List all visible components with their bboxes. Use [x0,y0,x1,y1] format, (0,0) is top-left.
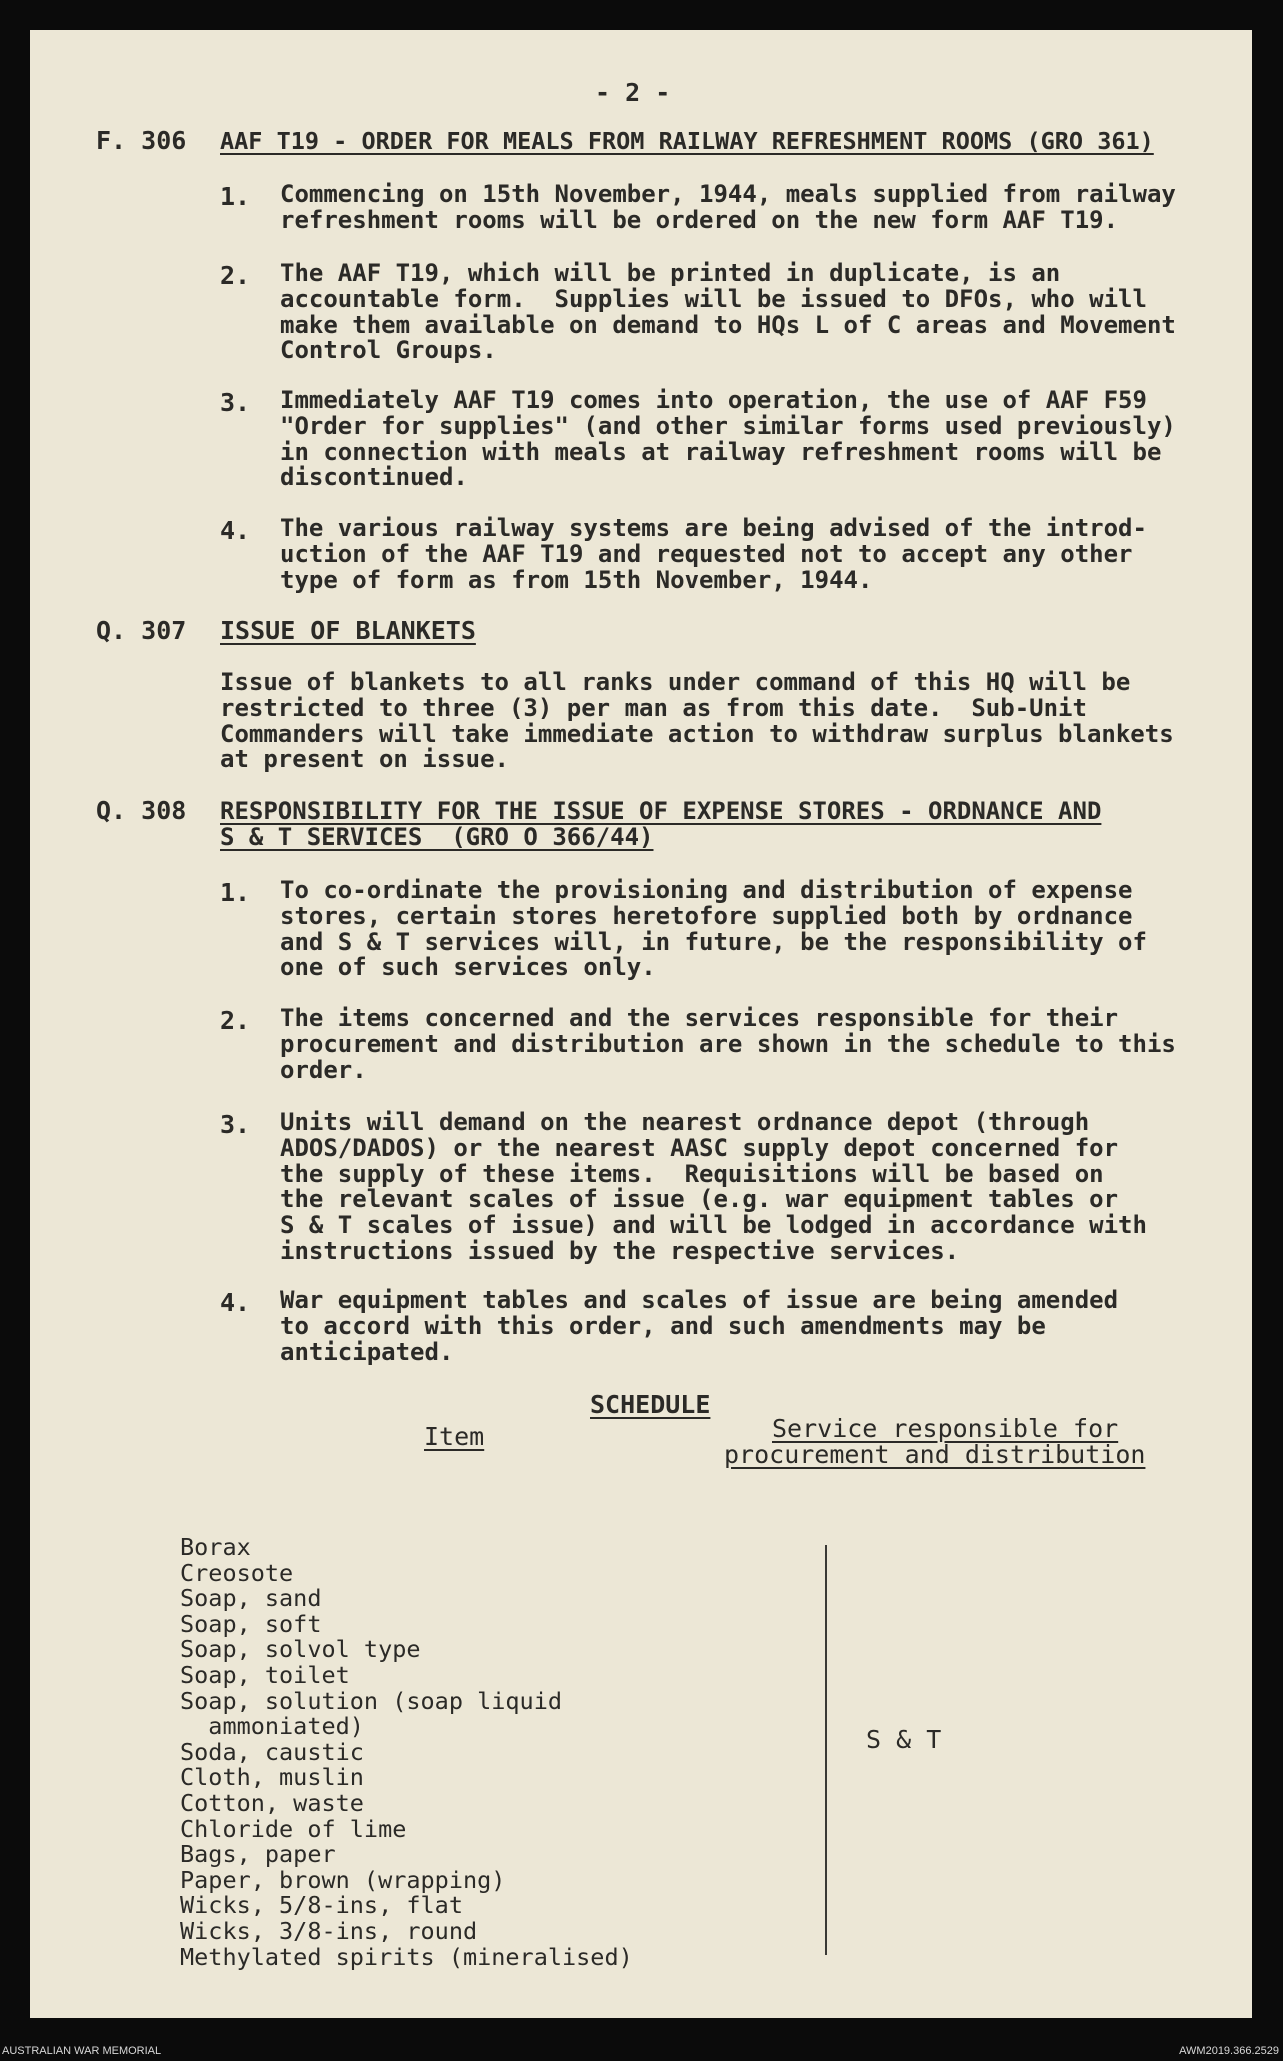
section-308-title-line1: RESPONSIBILITY FOR THE ISSUE OF EXPENSE STORES - ORDNANCE AND [220,797,1102,825]
section-306-number: F. 306 [96,126,187,155]
section-307-title: ISSUE OF BLANKETS [220,616,476,645]
s308-para-1-number: 1. [220,878,251,907]
s308-para-2-number: 2. [220,1006,251,1035]
schedule-column-divider [825,1545,827,1955]
s306-para-2-number: 2. [220,261,251,290]
schedule-heading: SCHEDULE [590,1390,711,1419]
footer-right: AWM2019.366.2529 [1179,2045,1279,2057]
s306-para-3-number: 3. [220,388,251,417]
s306-para-2-text: The AAF T19, which will be printed in duplicate, is an accountable form. Supplies will be issued to DFOs, who will make them available on demand to HQs L of C areas and Movement Control Groups. [280,259,1176,365]
s306-para-4-text: The various railway systems are being advised of the introd- uction of the AAF T19 and requested not to accept any other type of form as from 15th November, 1944. [280,514,1147,594]
section-306-title: AAF T19 - ORDER FOR MEALS FROM RAILWAY REFRESHMENT ROOMS (GRO 361) [220,127,1154,155]
schedule-service-column-header-line1: Service responsible for [772,1414,1119,1443]
s306-para-1-number: 1. [220,182,251,211]
schedule-service-column-header-line2: procurement and distribution [724,1440,1146,1469]
s308-para-4-text: War equipment tables and scales of issue are being amended to accord with this order, and such amendments may be anticipated. [280,1286,1119,1366]
s306-para-3-text: Immediately AAF T19 comes into operation, the use of AAF F59 "Order for supplies" (and other similar forms used previously) in connection with meals at railway refreshment rooms will be discontinued. [280,386,1176,492]
s308-para-3-number: 3. [220,1110,251,1139]
schedule-item-column-header: Item [424,1422,485,1451]
s308-para-1-text: To co-ordinate the provisioning and distribution of expense stores, certain stores heretofore supplied both by ordnance and S & T services will, in future, be the responsibility of one of such services only. [280,876,1147,982]
schedule-items-list: Borax Creosote Soap, sand Soap, soft Soap, solvol type Soap, toilet Soap, solution (soap liquid ammoniated) Soda, caustic Cloth, muslin Cotton, waste Chloride of lime Bags, paper Paper, brown (wrapping) Wicks, 5/8-ins, flat Wicks, 3/8-ins, round Methylated spirits (mineralised) [180,1533,633,1971]
section-307-number: Q. 307 [96,616,187,645]
s306-para-1-text: Commencing on 15th November, 1944, meals supplied from railway refreshment rooms will be ordered on the new form AAF T19. [280,180,1176,234]
s306-para-4-number: 4. [220,516,251,545]
schedule-service-value: S & T [866,1725,942,1754]
page-number: - 2 - [595,78,671,107]
s308-para-2-text: The items concerned and the services responsible for their procurement and distribution are shown in the schedule to this order. [280,1004,1176,1084]
section-307-text: Issue of blankets to all ranks under command of this HQ will be restricted to three (3) per man as from this date. Sub-Unit Commanders will take immediate action to withdraw surplus blankets at present on issue. [220,668,1174,774]
s308-para-3-text: Units will demand on the nearest ordnance depot (through ADOS/DADOS) or the nearest AASC supply depot concerned for the supply of these items. Requisitions will be based on the relevant scales of issue (e.g. war equipment tables or S & T scales of issue) and will be lodged in accordance with instructions issued by the respective services. [280,1108,1147,1265]
s308-para-4-number: 4. [220,1288,251,1317]
document-page [30,30,1252,2018]
footer-left: AUSTRALIAN WAR MEMORIAL [2,2045,162,2057]
section-308-number: Q. 308 [96,796,187,825]
section-308-title-line2: S & T SERVICES (GRO O 366/44) [220,823,654,851]
